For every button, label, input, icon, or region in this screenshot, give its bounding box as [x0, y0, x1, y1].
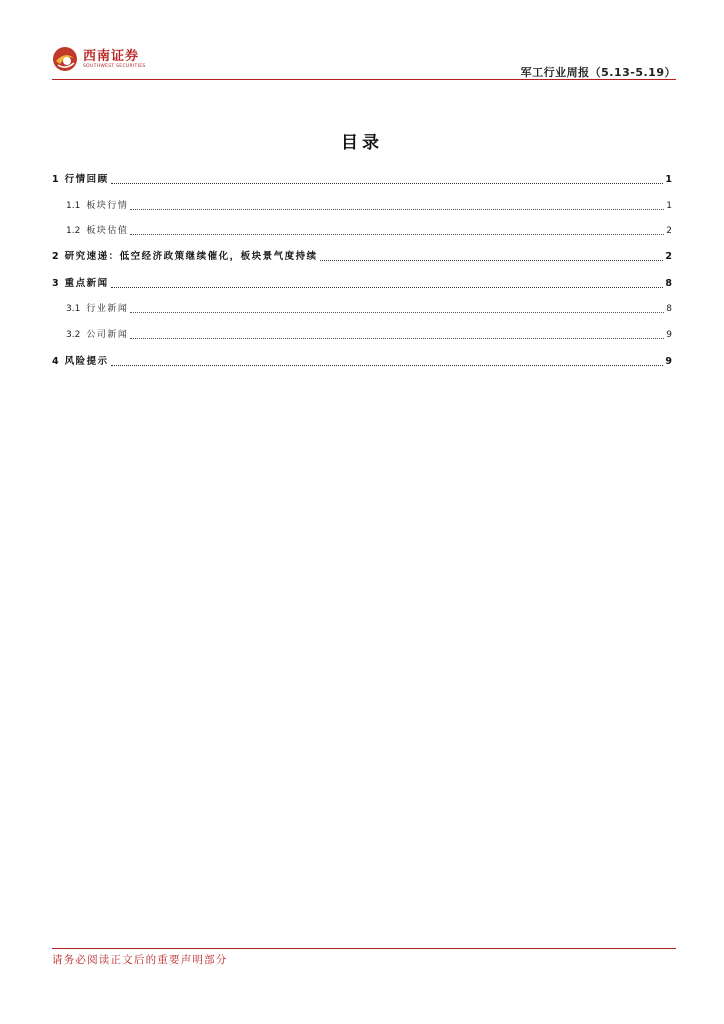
toc-entry-number: 3.2: [66, 330, 81, 340]
toc-entry[interactable]: [52, 248, 672, 264]
toc-entry[interactable]: [52, 326, 672, 342]
toc-leader-dots: [111, 183, 664, 184]
toc-entry-title: 行情回顾: [64, 174, 109, 185]
toc-entry-title: 板块行情: [86, 201, 129, 211]
toc-entry-page: 9: [666, 330, 672, 340]
toc-entry-title: 风险提示: [64, 356, 109, 367]
page-header: [52, 42, 676, 82]
toc-leader-dots: [130, 312, 664, 313]
logo-english-name: SOUTHWEST SECURITIES: [83, 63, 146, 69]
toc-entry-number: 1.1: [66, 201, 81, 211]
toc-entry[interactable]: [52, 171, 672, 187]
toc-entry[interactable]: [52, 353, 672, 369]
toc-entry-number: 1: [52, 174, 59, 185]
toc-entry-number: 4: [52, 356, 59, 367]
toc-entry[interactable]: [52, 300, 672, 316]
logo-mark-icon: [52, 46, 78, 72]
toc-entry[interactable]: [52, 275, 672, 291]
toc-entry-title: 研究速递：低空经济政策继续催化，板块景气度持续: [64, 251, 318, 262]
toc-leader-dots: [130, 338, 664, 339]
toc-entry-number: 2: [52, 251, 59, 262]
toc-heading: 目录: [341, 133, 383, 153]
toc-entry-number: 3: [52, 278, 59, 289]
toc-entry-page: 8: [665, 278, 672, 289]
logo-chinese-name: 西南证券: [83, 48, 140, 64]
toc-entry-page: 1: [666, 201, 672, 211]
toc-leader-dots: [130, 234, 664, 235]
toc-entry-page: 2: [666, 226, 672, 236]
toc-entry[interactable]: [52, 197, 672, 213]
footer-disclaimer: 请务必阅读正文后的重要声明部分: [52, 954, 228, 966]
toc-entry-page: 9: [665, 356, 672, 367]
toc-entry-title: 重点新闻: [64, 278, 109, 289]
toc-entry-page: 2: [665, 251, 672, 262]
toc-entry[interactable]: [52, 222, 672, 238]
toc-leader-dots: [111, 365, 664, 366]
company-logo: [52, 42, 146, 76]
footer-divider: [52, 948, 676, 949]
toc-entry-page: 1: [665, 174, 672, 185]
toc-entry-page: 8: [666, 304, 672, 314]
toc-leader-dots: [320, 260, 664, 261]
report-title: 军工行业周报（5.13-5.19）: [520, 66, 676, 79]
toc-entry-number: 3.1: [66, 304, 81, 314]
toc-entry-number: 1.2: [66, 226, 81, 236]
toc-entry-title: 板块估值: [86, 226, 129, 236]
header-divider: [52, 79, 676, 80]
toc-entry-title: 公司新闻: [86, 330, 129, 340]
toc-entry-title: 行业新闻: [86, 304, 129, 314]
toc-leader-dots: [111, 287, 664, 288]
toc-leader-dots: [130, 209, 664, 210]
